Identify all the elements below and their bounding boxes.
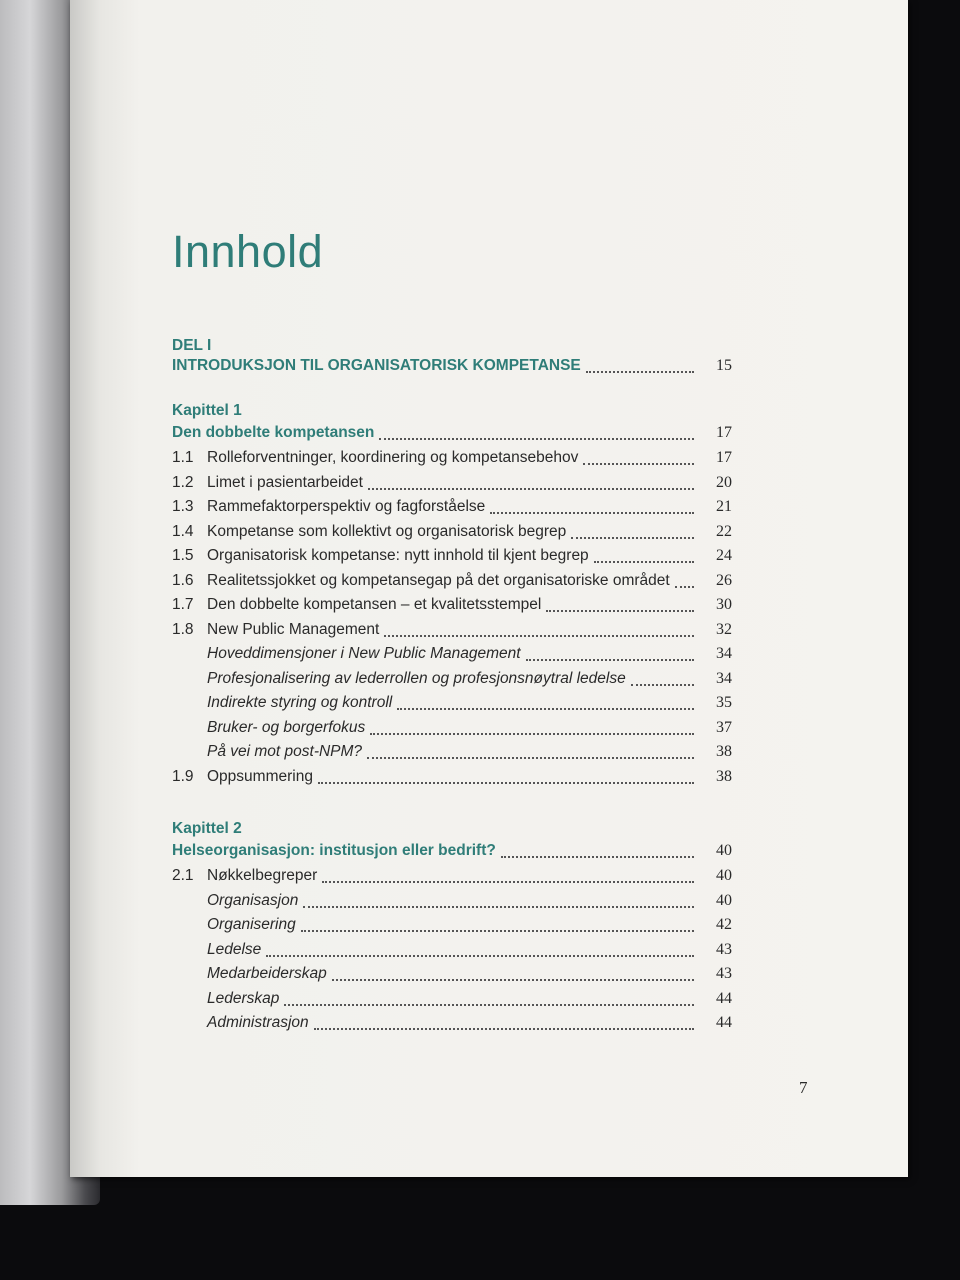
section-title: Medarbeiderskap [207, 965, 327, 982]
section-number: 1.6 [172, 571, 194, 589]
part-title-row [172, 357, 732, 379]
page-number: 44 [716, 1014, 732, 1031]
leader-dots [303, 905, 694, 908]
page-number: 44 [716, 989, 732, 1007]
page-number: 38 [716, 767, 732, 785]
section-number: 2.1 [172, 867, 194, 884]
section-title: Oppsummering [207, 767, 313, 785]
section-title: Profesjonalisering av lederrollen og profesjonsnøytral ledelse [207, 669, 626, 687]
page-number: 40 [716, 891, 732, 909]
section-number: 1.3 [172, 498, 194, 515]
toc-subsection-row [172, 965, 732, 987]
toc-subsection-row [172, 694, 732, 716]
leader-dots [586, 370, 694, 373]
section-title: Lederskap [207, 989, 280, 1007]
leader-dots [367, 756, 694, 759]
leader-dots [266, 954, 694, 957]
page-number: 30 [716, 596, 732, 613]
toc-subsection-row [172, 941, 732, 963]
leader-dots [318, 781, 694, 784]
page-number: 42 [716, 916, 732, 933]
section-number: 1.5 [172, 547, 194, 564]
section-title: Hoveddimensjoner i New Public Management [207, 645, 521, 662]
page-number: 26 [716, 571, 732, 589]
page-number: 38 [716, 743, 732, 760]
toc-section-row [172, 596, 732, 618]
leader-dots [384, 634, 694, 637]
page-number: 40 [716, 842, 732, 859]
section-number: 1.1 [172, 449, 194, 466]
section-number: 1.2 [172, 473, 194, 491]
page-number: 22 [716, 522, 732, 540]
page-number: 37 [716, 718, 732, 736]
toc-subsection-row [172, 645, 732, 667]
page-number: 21 [716, 498, 732, 515]
toc-section-row [172, 867, 732, 889]
toc-section-row [172, 768, 732, 790]
leader-dots [501, 855, 694, 858]
section-number: 1.8 [172, 620, 194, 638]
toc-section-row [172, 498, 732, 520]
section-title: Limet i pasientarbeidet [207, 473, 363, 491]
book-page [70, 0, 908, 1177]
leader-dots [631, 683, 694, 686]
toc-section-row [172, 449, 732, 471]
page-number: 34 [716, 669, 732, 687]
chapter-2-label: Kapittel 2 [172, 820, 242, 837]
leader-dots [594, 560, 694, 563]
leader-dots [301, 929, 694, 932]
toc-subsection-row [172, 892, 732, 914]
page-number: 17 [716, 449, 732, 466]
section-title: Kompetanse som kollektivt og organisatorisk begrep [207, 522, 567, 540]
page-number: 20 [716, 473, 732, 491]
section-title: På vei mot post-NPM? [207, 743, 363, 760]
leader-dots [546, 609, 694, 612]
page-number: 34 [716, 645, 732, 662]
section-title: Organisatorisk kompetanse: nytt innhold til kjent begrep [207, 547, 589, 564]
section-title: Organisasjon [207, 891, 299, 909]
page-number: 35 [716, 694, 732, 711]
chapter-2-title-row [172, 842, 732, 864]
toc-subsection-row [172, 1014, 732, 1036]
leader-dots [284, 1003, 694, 1006]
leader-dots [379, 437, 694, 440]
page-heading: Innhold [172, 226, 324, 277]
toc-subsection-row [172, 990, 732, 1012]
chapter-1-title: Den dobbelte kompetansen [172, 424, 375, 441]
section-number: 1.4 [172, 522, 194, 540]
section-title: New Public Management [207, 620, 380, 638]
toc-subsection-row [172, 743, 732, 765]
toc-subsection-row [172, 916, 732, 938]
chapter-1-title-row [172, 424, 732, 446]
page-number: 43 [716, 940, 732, 958]
toc-section-row [172, 572, 732, 594]
leader-dots [397, 707, 694, 710]
leader-dots [314, 1027, 694, 1030]
page-folio-number: 7 [799, 1078, 808, 1097]
leader-dots [675, 585, 694, 588]
page-number: 43 [716, 965, 732, 982]
toc-section-row [172, 523, 732, 545]
part-title: INTRODUKSJON TIL ORGANISATORISK KOMPETANSE [172, 357, 581, 374]
section-number: 1.7 [172, 596, 194, 613]
chapter-1-label: Kapittel 1 [172, 402, 242, 419]
section-title: Indirekte styring og kontroll [207, 694, 393, 711]
section-title: Rammefaktorperspektiv og fagforståelse [207, 498, 486, 515]
toc-section-row [172, 547, 732, 569]
section-number: 1.9 [172, 767, 194, 785]
section-title: Realitetssjokket og kompetansegap på det organisatoriske området [207, 571, 670, 589]
toc-section-row [172, 474, 732, 496]
section-title: Ledelse [207, 940, 262, 958]
page-number: 40 [716, 867, 732, 884]
section-title: Nøkkelbegreper [207, 867, 318, 884]
page-number: 32 [716, 620, 732, 638]
section-title: Administrasjon [207, 1014, 309, 1031]
chapter-2-title: Helseorganisasjon: institusjon eller bedrift? [172, 842, 496, 859]
leader-dots [370, 732, 694, 735]
part-label: DEL I [172, 337, 212, 354]
toc-section-row [172, 621, 732, 643]
leader-dots [332, 978, 694, 981]
toc-subsection-row [172, 670, 732, 692]
toc-subsection-row [172, 719, 732, 741]
page-number: 15 [716, 357, 732, 374]
page-number: 24 [716, 547, 732, 564]
leader-dots [490, 511, 694, 514]
leader-dots [368, 487, 694, 490]
section-title: Bruker- og borgerfokus [207, 718, 366, 736]
section-title: Rolleforventninger, koordinering og kompetansebehov [207, 449, 579, 466]
section-title: Organisering [207, 916, 296, 933]
leader-dots [571, 536, 694, 539]
leader-dots [583, 462, 694, 465]
page-number: 17 [716, 424, 732, 441]
leader-dots [322, 880, 694, 883]
section-title: Den dobbelte kompetansen – et kvalitetsstempel [207, 596, 542, 613]
leader-dots [526, 658, 694, 661]
